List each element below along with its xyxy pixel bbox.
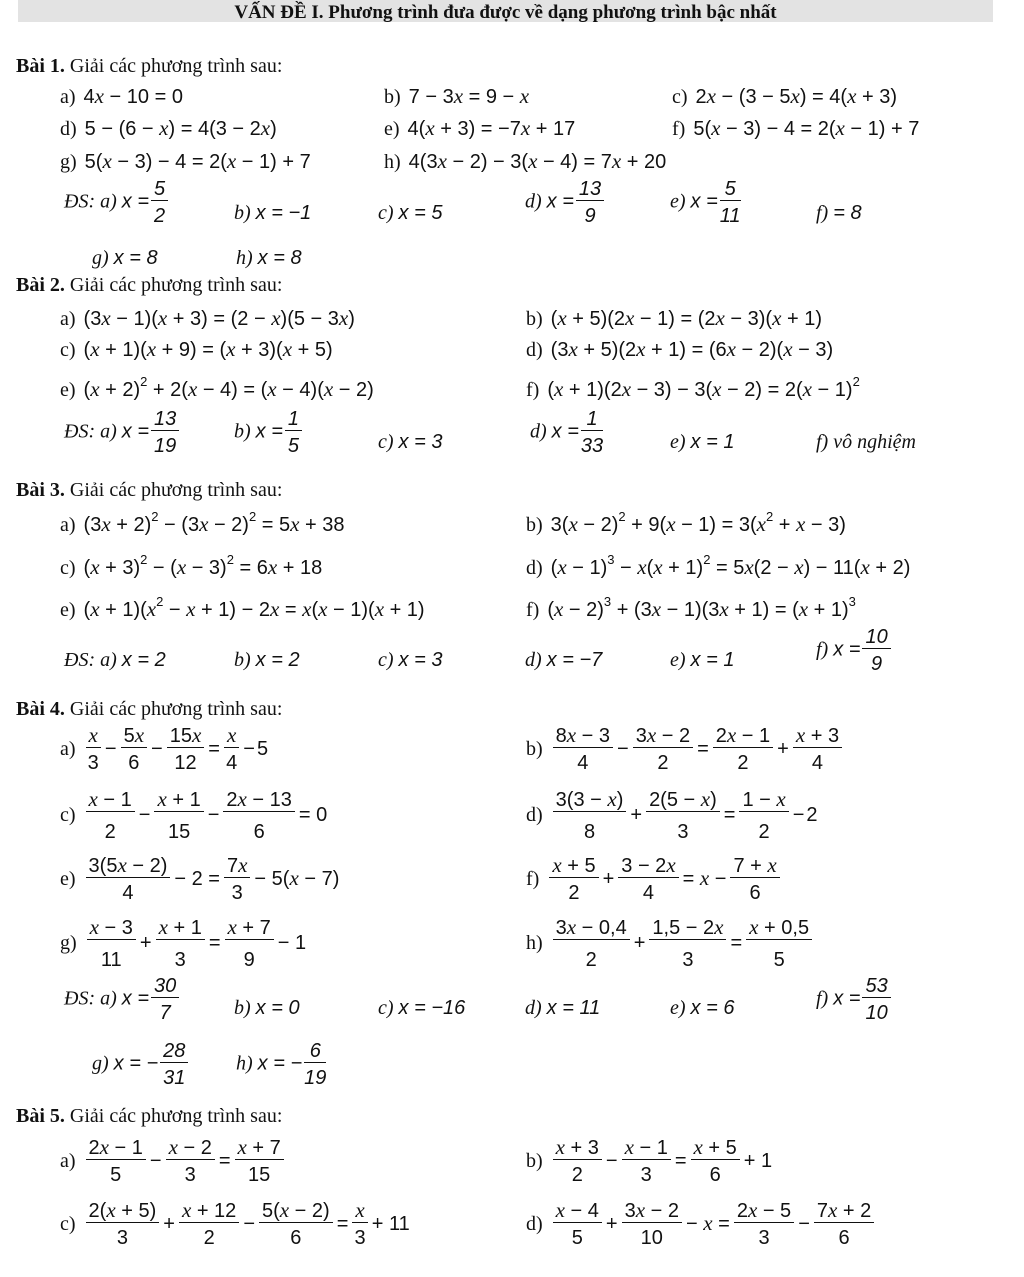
b4-answer-h-den: 19	[304, 1067, 327, 1089]
section-3-prompt: Giải các phương trình sau:	[69, 479, 283, 501]
b5-item-d-label: d)	[526, 1212, 543, 1235]
b3-answer-f	[816, 626, 893, 676]
section-2-prompt: Giải các phương trình sau:	[69, 274, 283, 296]
section-5-number: Bài 5.	[16, 1105, 65, 1127]
b2-answer-prefix: ĐS:	[64, 420, 96, 443]
b2-answer-c-value: x = 3	[398, 431, 443, 453]
b2-item-d-label: d)	[526, 339, 543, 361]
b1-answer-e-den: 11	[719, 205, 741, 227]
b1-answer-h	[236, 246, 302, 270]
b3-answer-prefix: ĐS:	[64, 649, 96, 671]
section-1-prompt: Giải các phương trình sau:	[69, 55, 283, 77]
b4-item-g-label: g)	[60, 932, 77, 955]
b3-answer-f-num: 10	[862, 626, 890, 649]
b3-answer-b-value: x = 2	[255, 649, 300, 671]
b5-item-c: c) $\frac{2(x + 5)}{3}$ + $\frac{x + 12}{2}$ − $\frac{5(x - 2)}{6}$ = $\frac{x}{3}$ + 11	[60, 1198, 410, 1249]
b3-answer-f-label: f)	[816, 638, 829, 661]
b3-answer-f-lhs: x =	[833, 638, 861, 661]
b1-answer-a	[64, 178, 170, 228]
b1-answer-e-lhs: x =	[690, 190, 718, 213]
b3-answer-a	[64, 648, 166, 672]
b1-answer-d-lhs: x =	[546, 190, 574, 213]
b4-answer-f-label: f)	[816, 987, 829, 1010]
b2-answer-b-num: 1	[285, 408, 302, 431]
section-4-number: Bài 4.	[16, 698, 65, 720]
b4-answer-f-lhs: x =	[833, 987, 861, 1010]
b4-answer-f-num: 53	[862, 975, 890, 998]
b4-answer-h	[236, 1040, 328, 1090]
b2-item-f-label: f)	[526, 379, 540, 401]
b4-answer-h-num: 6	[304, 1040, 326, 1063]
b3-answer-e	[670, 648, 734, 672]
b4-item-c: c) $\frac{x - 1}{2}$ − $\frac{x + 1}{15}$ − $\frac{2x - 13}{6}$ = 0	[60, 787, 328, 843]
b4-answer-g	[92, 1040, 190, 1090]
b2-item-d: d) (3x + 5)(2x + 1) = (6x − 2)(x − 3)	[526, 337, 834, 361]
b4-item-g: g) $\frac{x - 3}{11}$ + $\frac{x + 1}{3}$ = $\frac{x + 7}{9}$ − 1	[60, 915, 307, 971]
b1-answer-f	[816, 201, 862, 225]
b2-answer-c	[378, 430, 442, 454]
b1-answer-c-label: c)	[378, 202, 394, 224]
section-2-number: Bài 2.	[16, 274, 65, 296]
b1-answer-a-den: 2	[154, 205, 166, 227]
b2-answer-e-value: x = 1	[690, 431, 735, 453]
b2-answer-e	[670, 430, 734, 454]
b1-answer-c-value: x = 5	[398, 202, 443, 224]
section-4-prompt: Giải các phương trình sau:	[69, 698, 283, 720]
b4-answer-g-lhs: x = −	[113, 1052, 159, 1075]
b1-item-c-label: c)	[672, 86, 688, 108]
b2-answer-f-value: vô nghiệm	[833, 431, 916, 453]
b3-item-d: d) $(x - 1)^3 - x(x + 1)^2 = 5x(2 - x) - 11(x + 2)$	[526, 552, 911, 579]
section-4-heading	[16, 697, 282, 721]
b2-item-e-label: e)	[60, 379, 76, 401]
b2-item-b-label: b)	[526, 308, 543, 330]
b1-item-a-label: a)	[60, 86, 76, 108]
section-1-number: Bài 1.	[16, 55, 65, 77]
b4-answer-g-label: g)	[92, 1052, 109, 1075]
b4-item-d-label: d)	[526, 804, 543, 827]
b1-item-h: h) 4(3x − 2) − 3(x − 4) = 7x + 20	[384, 149, 667, 173]
b4-item-f: f) $\frac{x + 5}{2}$ + $\frac{3 - 2x}{4}$ = x − $\frac{7 + x}{6}$	[526, 854, 782, 905]
b3-answer-d-label: d)	[525, 649, 542, 671]
b4-answer-a-num: 30	[151, 975, 179, 998]
b1-item-e: e) 4(x + 3) = −7x + 17	[384, 116, 576, 140]
b4-answer-h-lhs: x = −	[257, 1052, 303, 1075]
page-title: VẤN ĐỀ I. Phương trình đưa được về dạng phương trình bậc nhất	[234, 2, 777, 23]
b2-answer-d-num: 1	[581, 408, 603, 431]
b1-answer-h-value: x = 8	[257, 247, 302, 269]
b3-item-c: c) $(x + 3)^2 - (x - 3)^2 = 6x + 18$	[60, 552, 323, 579]
section-1-heading	[16, 54, 282, 78]
b4-answer-b-label: b)	[234, 997, 251, 1019]
b5-item-c-label: c)	[60, 1212, 76, 1235]
b2-answer-c-label: c)	[378, 431, 394, 453]
b3-answer-e-value: x = 1	[690, 649, 735, 671]
b2-answer-a-label: a)	[100, 420, 117, 443]
b1-item-e-label: e)	[384, 118, 400, 140]
b4-item-h: h) $\frac{3x - 0,4}{2}$ + $\frac{1,5 - 2x}{3}$ = $\frac{x + 0,5}{5}$	[526, 916, 814, 972]
b4-answer-c-value: x = −16	[398, 997, 466, 1019]
b3-answer-a-value: x = 2	[121, 649, 166, 671]
b4-item-h-label: h)	[526, 932, 543, 955]
b1-item-h-label: h)	[384, 151, 401, 173]
b4-answer-c-label: c)	[378, 997, 394, 1019]
b2-item-f: f) $(x + 1)(2x - 3) - 3(x - 2) = 2(x - 1)^2$	[526, 374, 860, 401]
b2-answer-a-lhs: x =	[121, 420, 150, 443]
b1-item-g-label: g)	[60, 151, 77, 173]
b3-answer-c	[378, 648, 442, 672]
b4-answer-a-den: 7	[159, 1002, 171, 1024]
b4-item-b: b) $\frac{8x - 3}{4}$ − $\frac{3x - 2}{2}$ = $\frac{2x - 1}{2}$ + $\frac{x + 3}{4}$	[526, 724, 844, 775]
b3-item-f: f) $(x - 2)^3 + (3x - 1)(3x + 1) = (x + 1)^3$	[526, 594, 856, 621]
b4-answer-f	[816, 975, 893, 1025]
b4-answer-b-value: x = 0	[255, 997, 300, 1019]
section-3-number: Bài 3.	[16, 479, 65, 501]
b3-item-b: b) $3(x - 2)^2 + 9(x - 1) = 3(x^2 + x - 3)$	[526, 509, 846, 536]
section-2-heading	[16, 273, 282, 297]
b3-answer-c-value: x = 3	[398, 649, 443, 671]
b1-answer-f-label: f)	[816, 202, 829, 224]
b3-answer-d	[525, 648, 602, 672]
b1-answer-c	[378, 201, 442, 225]
b2-answer-b-lhs: x =	[255, 420, 283, 443]
b2-answer-a	[64, 408, 181, 458]
b4-item-e: e) $\frac{3(5x - 2)}{4}$ − 2 = $\frac{7x}{3}$ − 5(x − 7)	[60, 853, 340, 904]
b1-item-a: a) 4x − 10 = 0	[60, 84, 183, 108]
b2-answer-d-den: 33	[580, 435, 604, 457]
b1-answer-f-value: = 8	[833, 202, 862, 224]
b3-answer-b-label: b)	[234, 649, 251, 671]
b4-item-c-label: c)	[60, 804, 76, 827]
b1-answer-b	[234, 201, 311, 225]
b4-answer-e-label: e)	[670, 997, 686, 1019]
b2-answer-a-den: 19	[154, 435, 177, 457]
b3-answer-d-value: x = −7	[546, 649, 603, 671]
b1-answer-d	[525, 178, 606, 228]
b1-answer-prefix: ĐS:	[64, 190, 96, 213]
b4-answer-d	[525, 996, 600, 1020]
b4-answer-prefix: ĐS:	[64, 987, 96, 1010]
b5-item-a: a) $\frac{2x - 1}{5}$ − $\frac{x - 2}{3}$ = $\frac{x + 7}{15}$	[60, 1136, 286, 1187]
b2-answer-b-den: 5	[287, 435, 300, 457]
b4-item-d: d) $\frac{3(3 - x)}{8}$ + $\frac{2(5 - x)}{3}$ = $\frac{1 - x}{2}$ − 2	[526, 787, 818, 843]
b4-item-a: a) $\frac{x}{3}$ − $\frac{5x}{6}$ − $\frac{15x}{12}$ = $\frac{x}{4}$ − 5	[60, 723, 269, 774]
b1-answer-g-label: g)	[92, 247, 109, 269]
b1-item-f: f) 5(x − 3) − 4 = 2(x − 1) + 7	[672, 116, 920, 140]
b2-answer-b	[234, 408, 304, 458]
b2-answer-f-label: f)	[816, 431, 829, 453]
b1-answer-a-label: a)	[100, 190, 117, 213]
b1-answer-a-num: 5	[151, 178, 168, 201]
section-5-heading	[16, 1104, 282, 1128]
b3-answer-c-label: c)	[378, 649, 394, 671]
b2-item-a: a) (3x − 1)(x + 3) = (2 − x)(5 − 3x)	[60, 306, 355, 330]
b2-answer-d	[530, 408, 605, 458]
b4-answer-e	[670, 996, 734, 1020]
b1-item-d-label: d)	[60, 118, 77, 140]
b2-answer-d-lhs: x =	[551, 420, 579, 443]
b1-item-b-label: b)	[384, 86, 401, 108]
b3-item-c-label: c)	[60, 557, 76, 579]
section-5-prompt: Giải các phương trình sau:	[69, 1105, 283, 1127]
b3-item-b-label: b)	[526, 514, 543, 536]
b1-answer-h-label: h)	[236, 247, 253, 269]
b1-answer-g	[92, 246, 158, 270]
b1-item-g: g) 5(x − 3) − 4 = 2(x − 1) + 7	[60, 149, 311, 173]
b5-item-a-label: a)	[60, 1149, 76, 1172]
b3-answer-b	[234, 648, 300, 672]
b1-answer-d-den: 9	[584, 205, 596, 227]
b3-item-a-label: a)	[60, 514, 76, 536]
b3-item-e: e) $(x + 1)(x^2 - x + 1) - 2x = x(x - 1)(x + 1)$	[60, 594, 425, 621]
b3-item-f-label: f)	[526, 599, 540, 621]
b3-answer-f-den: 9	[871, 653, 883, 675]
b1-item-b: b) 7 − 3x = 9 − x	[384, 84, 530, 108]
b4-answer-b	[234, 996, 300, 1020]
b3-item-e-label: e)	[60, 599, 76, 621]
b4-answer-d-label: d)	[525, 997, 542, 1019]
header-bar	[18, 0, 993, 22]
b4-answer-g-num: 28	[160, 1040, 188, 1063]
b2-item-c: c) (x + 1)(x + 9) = (x + 3)(x + 5)	[60, 337, 333, 361]
b4-answer-a	[64, 975, 181, 1025]
b2-item-a-label: a)	[60, 308, 76, 330]
b5-item-d: d) $\frac{x - 4}{5}$ + $\frac{3x - 2}{10}$ − x = $\frac{2x - 5}{3}$ − $\frac{7x + 2}{6}$	[526, 1199, 876, 1250]
b3-item-a: a) $(3x + 2)^2 - (3x - 2)^2 = 5x + 38$	[60, 509, 345, 536]
b4-answer-a-label: a)	[100, 987, 117, 1010]
b4-item-f-label: f)	[526, 867, 540, 890]
b2-item-b: b) (x + 5)(2x − 1) = (2x − 3)(x + 1)	[526, 306, 822, 330]
b1-item-f-label: f)	[672, 118, 686, 140]
b4-answer-f-den: 10	[865, 1002, 888, 1024]
b3-item-d-label: d)	[526, 557, 543, 579]
b1-answer-g-value: x = 8	[113, 247, 158, 269]
b4-answer-c	[378, 996, 465, 1020]
b3-answer-e-label: e)	[670, 649, 686, 671]
b4-item-a-label: a)	[60, 737, 76, 760]
b4-answer-h-label: h)	[236, 1052, 253, 1075]
b2-answer-b-label: b)	[234, 420, 251, 443]
b3-answer-a-label: a)	[100, 649, 117, 671]
b2-item-e: e) $(x + 2)^2 + 2(x - 4) = (x - 4)(x - 2)$	[60, 374, 374, 401]
b4-answer-d-value: x = 11	[546, 997, 601, 1019]
b1-item-d: d) 5 − (6 − x) = 4(3 − 2x)	[60, 116, 277, 140]
b2-answer-f	[816, 430, 916, 454]
b1-item-c: c) 2x − (3 − 5x) = 4(x + 3)	[672, 84, 897, 108]
b2-answer-d-label: d)	[530, 420, 547, 443]
b5-item-b: b) $\frac{x + 3}{2}$ − $\frac{x - 1}{3}$ = $\frac{x + 5}{6}$ + 1	[526, 1135, 773, 1186]
section-3-heading	[16, 478, 282, 502]
b1-answer-d-num: 13	[576, 178, 604, 201]
b1-answer-d-label: d)	[525, 190, 542, 213]
b5-item-b-label: b)	[526, 1149, 543, 1172]
b1-answer-e-label: e)	[670, 190, 686, 213]
b4-answer-e-value: x = 6	[690, 997, 735, 1019]
b4-answer-g-den: 31	[163, 1067, 186, 1089]
b4-item-b-label: b)	[526, 737, 543, 760]
b2-answer-e-label: e)	[670, 431, 686, 453]
b4-item-e-label: e)	[60, 867, 76, 890]
b2-item-c-label: c)	[60, 339, 76, 361]
b1-answer-b-label: b)	[234, 202, 251, 224]
b4-answer-a-lhs: x =	[121, 987, 150, 1010]
b1-answer-a-lhs: x =	[121, 190, 150, 213]
b1-answer-e	[670, 178, 743, 228]
b2-answer-a-num: 13	[151, 408, 179, 431]
b1-answer-b-value: x = −1	[255, 202, 312, 224]
b1-answer-e-num: 5	[720, 178, 741, 201]
